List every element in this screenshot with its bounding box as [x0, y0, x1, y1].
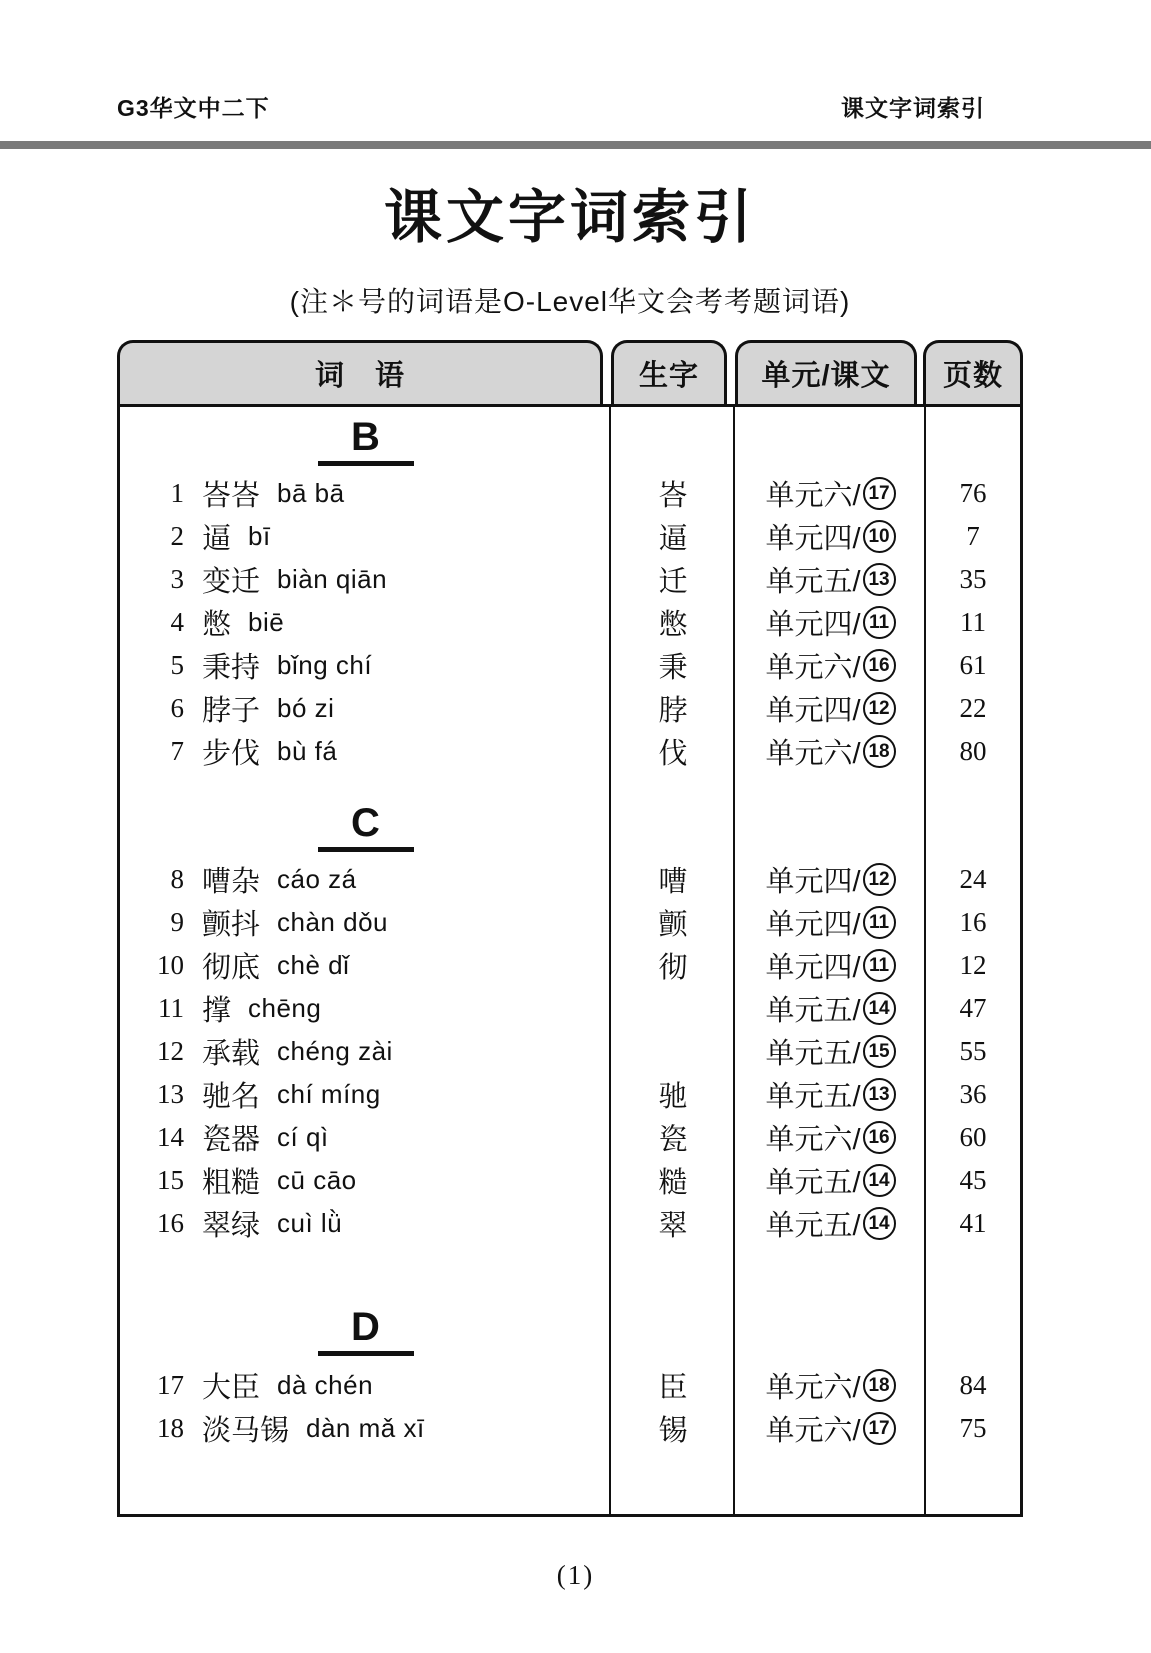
unit-name: 单元四/ [765, 695, 861, 727]
unit-name: 单元四/ [765, 952, 861, 984]
row-number: 18 [157, 1413, 184, 1443]
unit-lesson-cell [735, 473, 926, 514]
word-pinyin: chéng zài [277, 1036, 393, 1066]
word-chinese: 粗糙 [202, 1167, 261, 1199]
new-char-cell: 憋 [658, 609, 688, 641]
new-char-cell: 颤 [658, 909, 688, 941]
page-number-cell: 75 [959, 1413, 987, 1443]
unit-name: 单元六/ [765, 1372, 861, 1404]
word-pinyin: chàn dǒu [277, 907, 388, 937]
word-chinese: 颤抖 [202, 909, 261, 941]
word-cell [120, 516, 611, 557]
word-pinyin: biē [248, 607, 285, 637]
table-row [120, 1202, 1020, 1245]
word-pinyin: biàn qiān [277, 564, 388, 594]
lesson-circled-number: 15 [863, 1035, 896, 1068]
index-table [117, 340, 1023, 1517]
lesson-circled-number: 13 [863, 563, 896, 596]
page-number-cell: 7 [966, 521, 980, 551]
unit-name: 单元六/ [765, 1124, 861, 1156]
table-row [120, 1364, 1020, 1407]
unit-name: 单元六/ [765, 480, 861, 512]
running-header-right: 课文字词索引 [841, 95, 985, 121]
new-char-cell: 脖 [658, 695, 688, 727]
running-header-left: G3华文中二下 [117, 95, 270, 121]
new-char-cell: 臣 [658, 1372, 688, 1404]
lesson-circled-number: 13 [863, 1078, 896, 1111]
unit-lesson-cell [735, 1031, 926, 1072]
section-underline-rule [318, 1351, 414, 1356]
word-cell [120, 473, 611, 514]
unit-lesson-cell [735, 516, 926, 557]
page-number-cell: 45 [959, 1165, 987, 1195]
page-number-cell: 11 [960, 607, 986, 637]
word-cell [120, 688, 611, 729]
word-cell [120, 1031, 611, 1072]
unit-name: 单元四/ [765, 909, 861, 941]
column-divider [609, 407, 611, 1514]
page-number-cell: 12 [959, 950, 987, 980]
new-char-cell: 彻 [658, 952, 688, 984]
unit-lesson-cell [735, 1160, 926, 1201]
table-row [120, 515, 1020, 558]
unit-name: 单元五/ [765, 995, 861, 1027]
page-number-cell: 16 [959, 907, 987, 937]
column-divider [924, 407, 926, 1514]
table-row [120, 644, 1020, 687]
word-cell [120, 1074, 611, 1115]
page-number-cell: 84 [959, 1370, 987, 1400]
page-number-footer: (1) [556, 1560, 595, 1590]
word-cell [120, 1408, 611, 1449]
row-number: 3 [170, 564, 184, 594]
unit-name: 单元五/ [765, 1167, 861, 1199]
word-cell [120, 902, 611, 943]
word-cell [120, 945, 611, 986]
unit-lesson-cell [735, 1408, 926, 1449]
table-body [117, 404, 1023, 1517]
word-chinese: 变迁 [202, 566, 261, 598]
unit-lesson-cell [735, 645, 926, 686]
word-chinese: 峇峇 [202, 480, 261, 512]
section-letter: D [351, 1305, 380, 1349]
lesson-circled-number: 14 [863, 1164, 896, 1197]
lesson-circled-number: 11 [863, 906, 896, 939]
table-row [120, 1407, 1020, 1450]
word-chinese: 步伐 [202, 738, 261, 770]
word-cell [120, 1365, 611, 1406]
unit-name: 单元四/ [765, 609, 861, 641]
row-number: 10 [157, 950, 184, 980]
word-cell [120, 1160, 611, 1201]
new-char-cell: 瓷 [658, 1124, 688, 1156]
new-char-cell: 逼 [658, 523, 688, 555]
word-cell [120, 645, 611, 686]
word-pinyin: dà chén [277, 1370, 374, 1400]
page-number-cell: 76 [959, 478, 987, 508]
word-cell [120, 602, 611, 643]
word-pinyin: cū cāo [277, 1165, 357, 1195]
unit-lesson-cell [735, 559, 926, 600]
subtitle-note: (注＊号的词语是O-Level华文会考考题词语) [289, 286, 851, 317]
unit-name: 单元六/ [765, 652, 861, 684]
column-header-unit-lesson: 单元/课文 [735, 340, 917, 404]
page-number-cell: 24 [959, 864, 987, 894]
lesson-circled-number: 17 [863, 1412, 896, 1445]
lesson-circled-number: 14 [863, 992, 896, 1025]
row-number: 7 [170, 736, 184, 766]
row-number: 11 [158, 993, 184, 1023]
word-pinyin: bā bā [277, 478, 345, 508]
running-header [117, 90, 985, 123]
word-cell [120, 1203, 611, 1244]
page-number-cell: 41 [959, 1208, 987, 1238]
unit-lesson-cell [735, 1117, 926, 1158]
word-chinese: 翠绿 [202, 1210, 261, 1242]
table-row [120, 944, 1020, 987]
lesson-circled-number: 16 [863, 1121, 896, 1154]
word-cell [120, 731, 611, 772]
word-pinyin: cuì lǜ [277, 1208, 343, 1238]
lesson-circled-number: 11 [863, 606, 896, 639]
page-number-cell: 60 [959, 1122, 987, 1152]
new-char-cell: 秉 [658, 652, 688, 684]
page-number-cell: 35 [959, 564, 987, 594]
unit-lesson-cell [735, 1074, 926, 1115]
unit-name: 单元四/ [765, 523, 861, 555]
page-title: 课文字词索引 [383, 185, 756, 250]
word-chinese: 承载 [202, 1038, 261, 1070]
page-number-cell: 55 [959, 1036, 987, 1066]
page-number-cell: 22 [959, 693, 987, 723]
lesson-circled-number: 14 [863, 1207, 896, 1240]
unit-name: 单元五/ [765, 1038, 861, 1070]
unit-lesson-cell [735, 731, 926, 772]
table-row [120, 901, 1020, 944]
row-number: 17 [157, 1370, 184, 1400]
page-number-cell: 47 [959, 993, 987, 1023]
new-char-cell: 翠 [658, 1210, 688, 1242]
lesson-circled-number: 18 [863, 1369, 896, 1402]
word-chinese: 逼 [202, 523, 232, 555]
table-row [120, 1030, 1020, 1073]
word-pinyin: dàn mǎ xī [306, 1413, 425, 1443]
word-chinese: 撑 [202, 995, 232, 1027]
page-number-cell: 80 [959, 736, 987, 766]
lesson-circled-number: 12 [863, 863, 896, 896]
word-cell [120, 988, 611, 1029]
word-chinese: 大臣 [202, 1372, 261, 1404]
word-chinese: 瓷器 [202, 1124, 261, 1156]
unit-lesson-cell [735, 1203, 926, 1244]
table-row [120, 858, 1020, 901]
unit-name: 单元六/ [765, 738, 861, 770]
word-chinese: 秉持 [202, 652, 261, 684]
word-chinese: 嘈杂 [202, 866, 261, 898]
header-rule [0, 141, 1151, 149]
column-header-new-char: 生字 [611, 340, 727, 404]
table-row [120, 472, 1020, 515]
new-char-cell: 驰 [658, 1081, 688, 1113]
row-number: 2 [170, 521, 184, 551]
column-header-word: 词 语 [117, 340, 603, 404]
new-char-cell: 糙 [658, 1167, 688, 1199]
table-row [120, 687, 1020, 730]
section-underline-rule [318, 461, 414, 466]
row-number: 14 [157, 1122, 184, 1152]
word-pinyin: bó zi [277, 693, 335, 723]
word-chinese: 驰名 [202, 1081, 261, 1113]
table-header-row [117, 340, 1023, 404]
word-pinyin: bǐng chí [277, 650, 373, 680]
unit-lesson-cell [735, 688, 926, 729]
section-header [120, 801, 611, 852]
new-char-cell: 嘈 [658, 866, 688, 898]
row-number: 8 [170, 864, 184, 894]
row-number: 6 [170, 693, 184, 723]
section-header [120, 1305, 611, 1356]
unit-name: 单元五/ [765, 1081, 861, 1113]
row-number: 5 [170, 650, 184, 680]
new-char-cell: 锡 [658, 1415, 688, 1447]
unit-lesson-cell [735, 988, 926, 1029]
word-chinese: 憋 [202, 609, 232, 641]
row-number: 4 [170, 607, 184, 637]
word-cell [120, 859, 611, 900]
lesson-circled-number: 17 [863, 477, 896, 510]
word-chinese: 脖子 [202, 695, 261, 727]
row-number: 15 [157, 1165, 184, 1195]
new-char-cell: 迁 [658, 566, 688, 598]
word-chinese: 淡马锡 [202, 1415, 290, 1447]
new-char-cell: 伐 [658, 738, 688, 770]
unit-name: 单元六/ [765, 1415, 861, 1447]
unit-lesson-cell [735, 902, 926, 943]
column-header-page: 页数 [923, 340, 1023, 404]
page-number-cell: 61 [959, 650, 987, 680]
table-row [120, 601, 1020, 644]
table-row [120, 987, 1020, 1030]
unit-lesson-cell [735, 602, 926, 643]
row-number: 13 [157, 1079, 184, 1109]
unit-name: 单元五/ [765, 1210, 861, 1242]
word-pinyin: bù fá [277, 736, 338, 766]
word-pinyin: cáo zá [277, 864, 357, 894]
row-number: 12 [157, 1036, 184, 1066]
unit-name: 单元五/ [765, 566, 861, 598]
lesson-circled-number: 10 [863, 520, 896, 553]
word-chinese: 彻底 [202, 952, 261, 984]
word-pinyin: chí míng [277, 1079, 381, 1109]
lesson-circled-number: 11 [863, 949, 896, 982]
section-letter: B [351, 415, 380, 459]
column-divider [733, 407, 735, 1514]
word-cell [120, 1117, 611, 1158]
unit-lesson-cell [735, 1365, 926, 1406]
unit-name: 单元四/ [765, 866, 861, 898]
unit-lesson-cell [735, 859, 926, 900]
unit-lesson-cell [735, 945, 926, 986]
section-letter: C [351, 801, 380, 845]
section-underline-rule [318, 847, 414, 852]
lesson-circled-number: 16 [863, 649, 896, 682]
table-row [120, 730, 1020, 773]
section-header [120, 415, 611, 466]
table-row [120, 1159, 1020, 1202]
word-pinyin: cí qì [277, 1122, 329, 1152]
page-number-cell: 36 [959, 1079, 987, 1109]
word-pinyin: chè dǐ [277, 950, 350, 980]
lesson-circled-number: 12 [863, 692, 896, 725]
word-cell [120, 559, 611, 600]
word-pinyin: chēng [248, 993, 322, 1023]
word-pinyin: bī [248, 521, 271, 551]
table-row [120, 558, 1020, 601]
new-char-cell: 峇 [658, 480, 688, 512]
table-row [120, 1116, 1020, 1159]
table-row [120, 1073, 1020, 1116]
row-number: 1 [170, 478, 184, 508]
row-number: 16 [157, 1208, 184, 1238]
lesson-circled-number: 18 [863, 735, 896, 768]
row-number: 9 [170, 907, 184, 937]
